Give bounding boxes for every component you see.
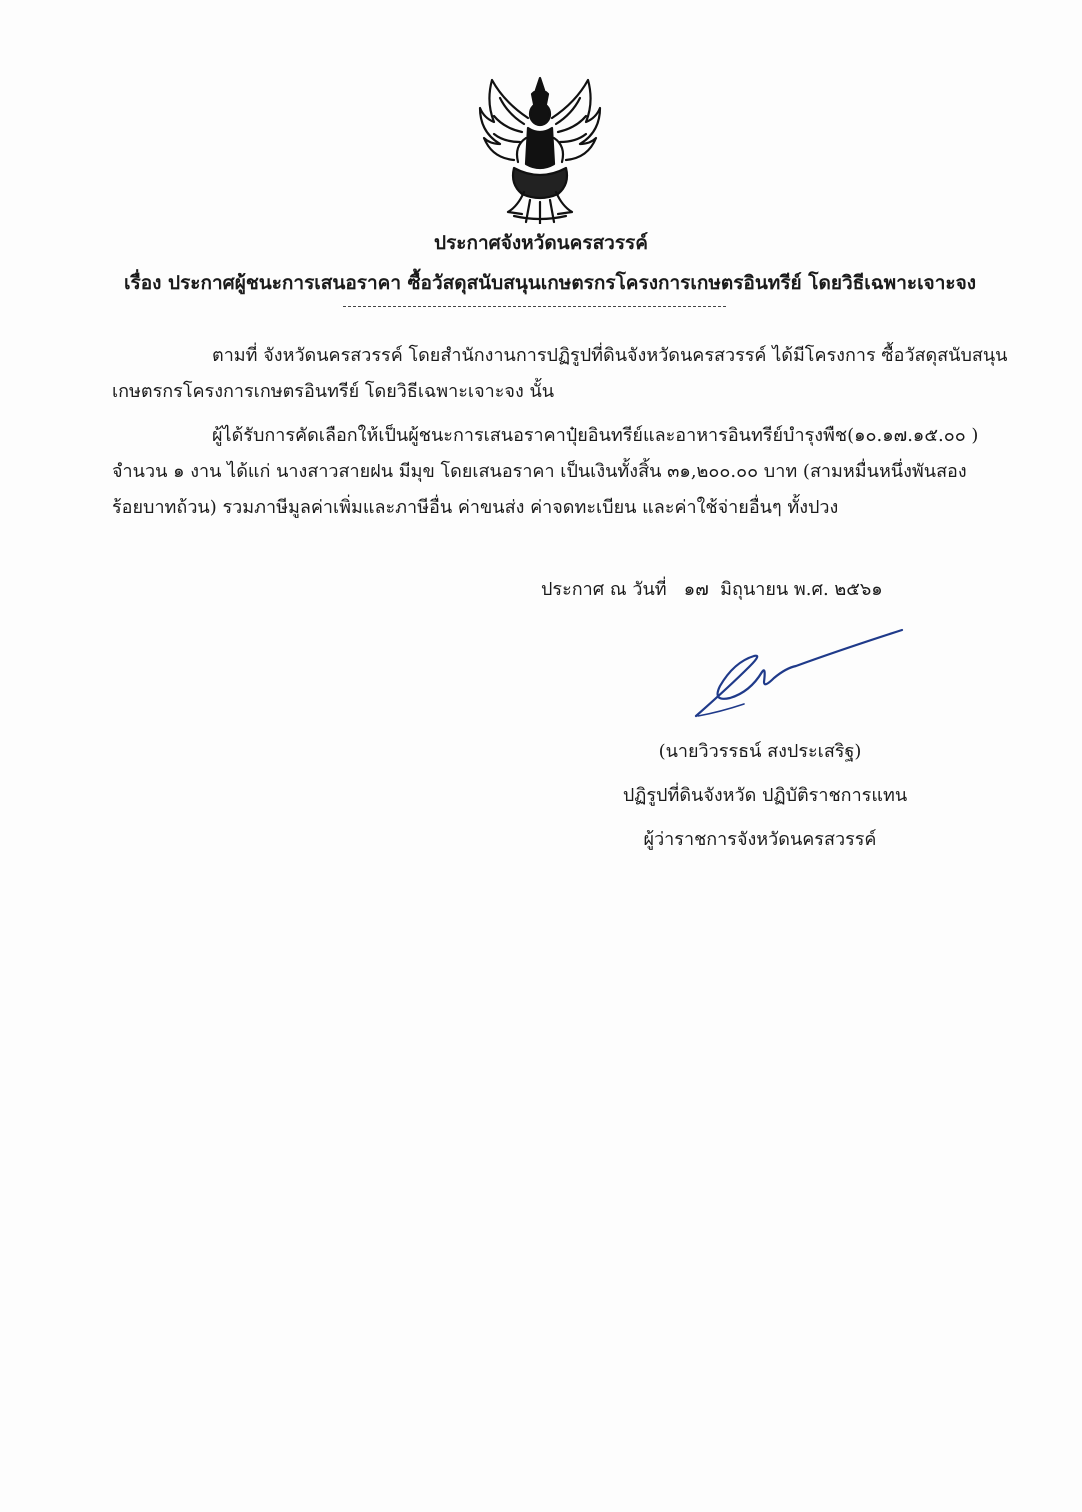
document-subject: เรื่อง ประกาศผู้ชนะการเสนอราคา ซื้อวัสดุสนับสนุนเกษตรกรโครงการเกษตรอินทรีย์ โดยวิธีเฉพาะเจาะจง (124, 272, 976, 294)
handwritten-signature (690, 626, 910, 726)
signatory-role-2: ผู้ว่าราชการจังหวัดนครสวรรค์ (643, 829, 877, 850)
document-title: ประกาศจังหวัดนครสวรรค์ (434, 232, 648, 254)
paragraph-2-line-1: ผู้ได้รับการคัดเลือกให้เป็นผู้ชนะการเสนอราคาปุ๋ยอินทรีย์และอาหารอินทรีย์บำรุงพืช(๑๐.๑๗.๑๕.๐๐ ) (212, 425, 979, 446)
garuda-emblem-icon (474, 72, 606, 224)
announcement-date: ประกาศ ณ วันที่ ๑๗ มิถุนายน พ.ศ. ๒๕๖๑ (541, 579, 883, 600)
paragraph-2-line-2: จำนวน ๑ งาน ได้แก่ นางสาวสายฝน มีมุข โดยเสนอราคา เป็นเงินทั้งสิ้น ๓๑,๒๐๐.๐๐ บาท (สามหมื่นหนึ่งพันสอง (112, 461, 967, 482)
signature-block (600, 730, 920, 862)
paragraph-1-line-2: เกษตรกรโครงการเกษตรอินทรีย์ โดยวิธีเฉพาะเจาะจง นั้น (112, 381, 555, 402)
paragraph-1-line-1: ตามที่ จังหวัดนครสวรรค์ โดยสำนักงานการปฏิรูปที่ดินจังหวัดนครสวรรค์ ได้มีโครงการ ซื้อวัสดุสนับสนุน (212, 345, 1008, 366)
section-divider (343, 306, 726, 307)
paragraph-2 (112, 418, 979, 526)
paragraph-1 (112, 338, 1008, 410)
signatory-role-1: ปฏิรูปที่ดินจังหวัด ปฏิบัติราชการแทน (622, 785, 908, 806)
paragraph-2-line-3: ร้อยบาทถ้วน) รวมภาษีมูลค่าเพิ่มและภาษีอื่น ค่าขนส่ง ค่าจดทะเบียน และค่าใช้จ่ายอื่นๆ ทั้งปวง (112, 497, 839, 518)
signatory-name: (นายวิวรรธน์ สงประเสริฐ) (658, 741, 862, 762)
